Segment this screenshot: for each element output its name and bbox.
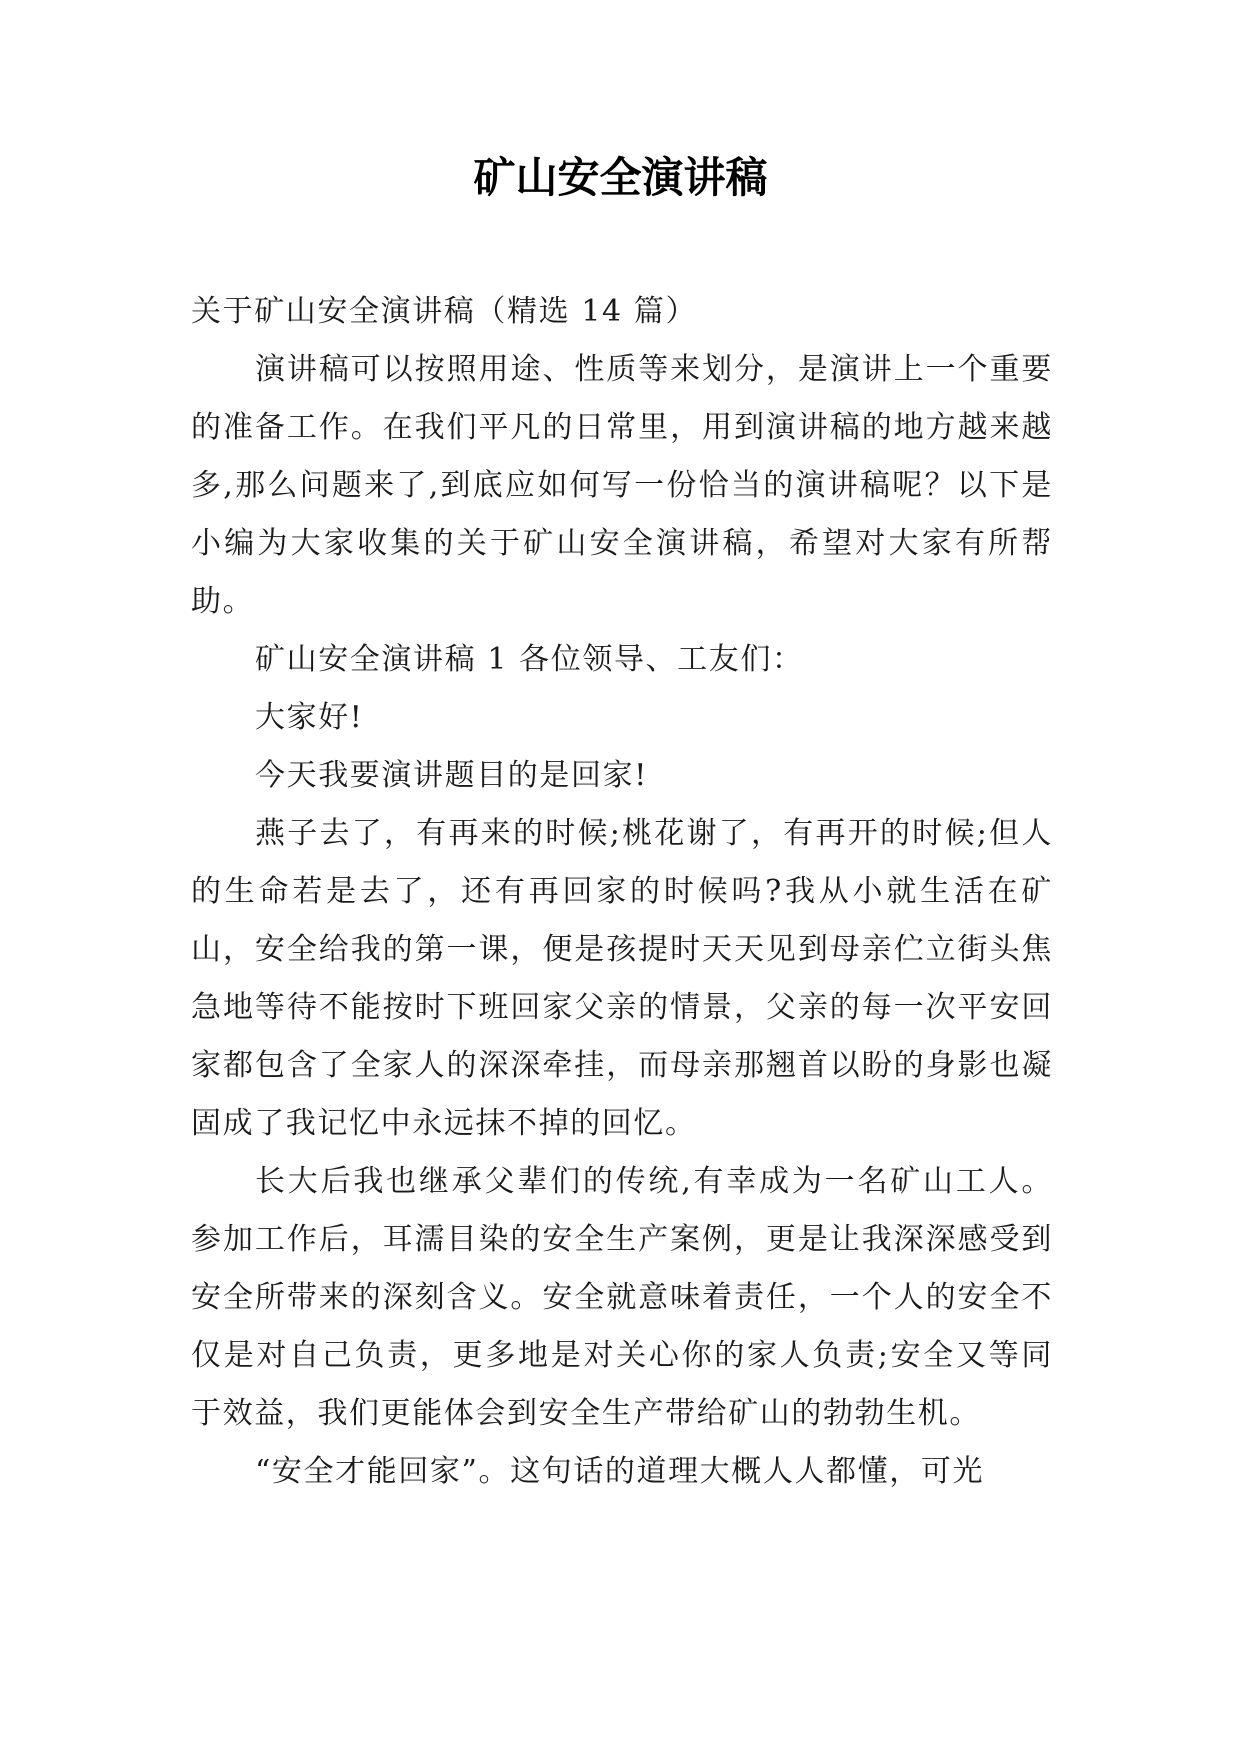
paragraph-topic: 今天我要演讲题目的是回家! <box>255 758 648 793</box>
document-body <box>191 283 1053 1501</box>
paragraph-greeting: 大家好! <box>255 700 364 735</box>
paragraph-childhood: 燕子去了，有再来的时候;桃花谢了，有再开的时候;但人的生命若是去了，还有再回家的时候吗?我从小就生活在矿山，安全给我的第一课，便是孩提时天天见到母亲伫立街头焦急地等待不能按时下班回家父亲的情景，父亲的每一次平安回家都包含了全家人的深深牵挂，而母亲那翘首以盼的身影也凝固成了我记忆中永远抹不掉的回忆。 <box>191 816 1053 1141</box>
paragraph-intro: 演讲稿可以按照用途、性质等来划分，是演讲上一个重要的准备工作。在我们平凡的日常里，用到演讲稿的地方越来越多,那么问题来了,到底应如何写一份恰当的演讲稿呢？以下是小编为大家收集的关于矿山安全演讲稿，希望对大家有所帮助。 <box>191 352 1053 619</box>
paragraph-adulthood: 长大后我也继承父辈们的传统,有幸成为一名矿山工人。参加工作后，耳濡目染的安全生产案例，更是让我深深感受到安全所带来的深刻含义。安全就意味着责任，一个人的安全不仅是对自己负责，更多地是对关心你的家人负责;安全又等同于效益，我们更能体会到安全生产带给矿山的勃勃生机。 <box>191 1164 1053 1431</box>
document-subtitle: 关于矿山安全演讲稿（精选 14 篇） <box>191 294 698 329</box>
paragraph-speech-heading: 矿山安全演讲稿 1 各位领导、工友们： <box>255 642 804 677</box>
paragraph-safety-home: “安全才能回家”。这句话的道理大概人人都懂，可光 <box>255 1454 985 1489</box>
document-title: 矿山安全演讲稿 <box>473 153 768 202</box>
